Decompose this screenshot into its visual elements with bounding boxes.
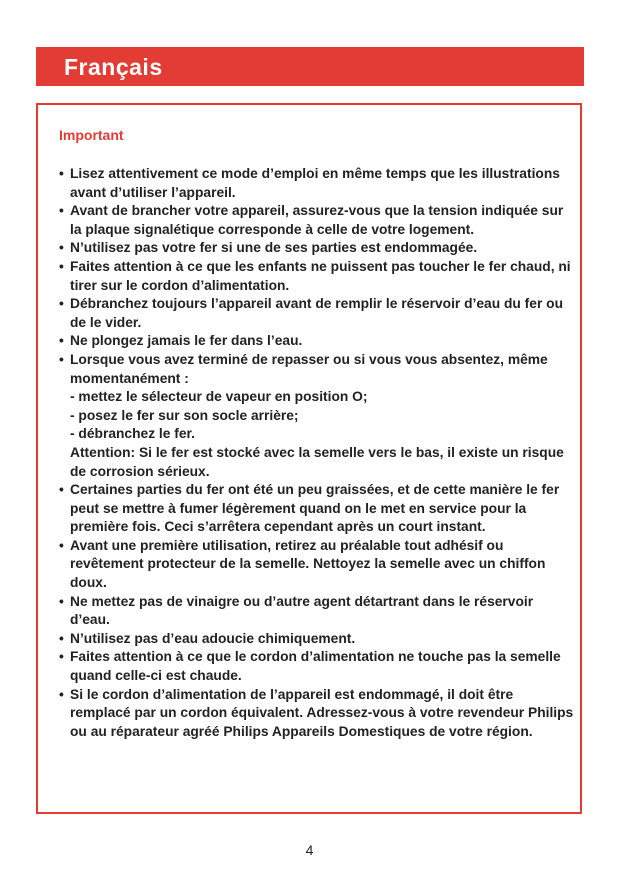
list-item: • Lorsque vous avez terminé de repasser ou si vous vous absentez, même momentanément : - mettez le sélecteur de vapeur en position O; - posez le fer sur son socle arrière; - débranchez le fer. Attention: Si le fer est stocké avec la semelle vers le bas, il existe un risque de corrosion sérieux. — [59, 351, 575, 481]
sub-step: - mettez le sélecteur de vapeur en position O; — [70, 389, 368, 405]
bullet-icon: • — [59, 351, 64, 367]
list-item: • Lisez attentivement ce mode d’emploi en même temps que les illustrations avant d’utiliser l’appareil. — [59, 166, 560, 200]
bullet-icon: • — [59, 240, 64, 256]
list-item: • N’utilisez pas d’eau adoucie chimiquement. — [59, 630, 575, 649]
language-title: Français — [64, 54, 163, 80]
list-item: • Ne mettez pas de vinaigre ou d’autre agent détartrant dans le réservoir d’eau. — [59, 593, 534, 628]
important-box — [36, 103, 582, 814]
bullet-icon: • — [59, 630, 64, 646]
safety-list — [59, 165, 575, 741]
list-item: • Avant une première utilisation, retirez au préalable tout adhésif ou revêtement protecteur de la semelle. Nettoyez la semelle avec un chiffon doux. — [59, 537, 546, 591]
bullet-icon: • — [59, 649, 64, 665]
bullet-icon: • — [59, 258, 64, 274]
language-header-bar — [36, 47, 584, 86]
section-heading: Important — [59, 127, 124, 143]
sub-step: - débranchez le fer. — [70, 426, 195, 442]
attention-note: Attention: Si le fer est stocké avec la semelle vers le bas, il existe un risque de corrosion sérieux. — [70, 444, 564, 479]
bullet-icon: • — [59, 482, 64, 498]
list-item: • Avant de brancher votre appareil, assurez-vous que la tension indiquée sur la plaque signalétique corresponde à celle de votre logement. — [59, 203, 564, 237]
list-item: • Faites attention à ce que les enfants ne puissent pas toucher le fer chaud, ni tirer sur le cordon d’alimentation. — [59, 258, 571, 293]
list-item: • Faites attention à ce que le cordon d’alimentation ne touche pas la semelle quand celle-ci est chaude. — [59, 649, 561, 684]
list-item: • N’utilisez pas votre fer si une de ses parties est endommagée. — [59, 239, 575, 258]
bullet-icon: • — [59, 593, 64, 609]
list-item: • Si le cordon d’alimentation de l’appareil est endommagé, il doit être remplacé par un cordon équivalent. Adressez-vous à votre revendeur Philips ou au réparateur agréé Philips Appareils Domestiques de votre région. — [59, 686, 574, 739]
bullet-icon: • — [59, 296, 64, 312]
sub-step: - posez le fer sur son socle arrière; — [70, 407, 299, 423]
list-item: • Débranchez toujours l’appareil avant de remplir le réservoir d’eau du fer ou de le vider. — [59, 296, 563, 330]
bullet-icon: • — [59, 686, 64, 702]
page-number: 4 — [305, 842, 314, 858]
bullet-icon: • — [59, 537, 64, 553]
bullet-icon: • — [59, 166, 64, 181]
bullet-icon: • — [59, 333, 64, 349]
bullet-icon: • — [59, 203, 64, 219]
list-item: • Certaines parties du fer ont été un peu graissées, et de cette manière le fer peut se mettre à fumer légèrement quand on le met en service pour la première fois. Ceci s’arrêtera cependant après un court instant. — [59, 482, 560, 535]
list-item: • Ne plongez jamais le fer dans l’eau. — [59, 332, 575, 351]
